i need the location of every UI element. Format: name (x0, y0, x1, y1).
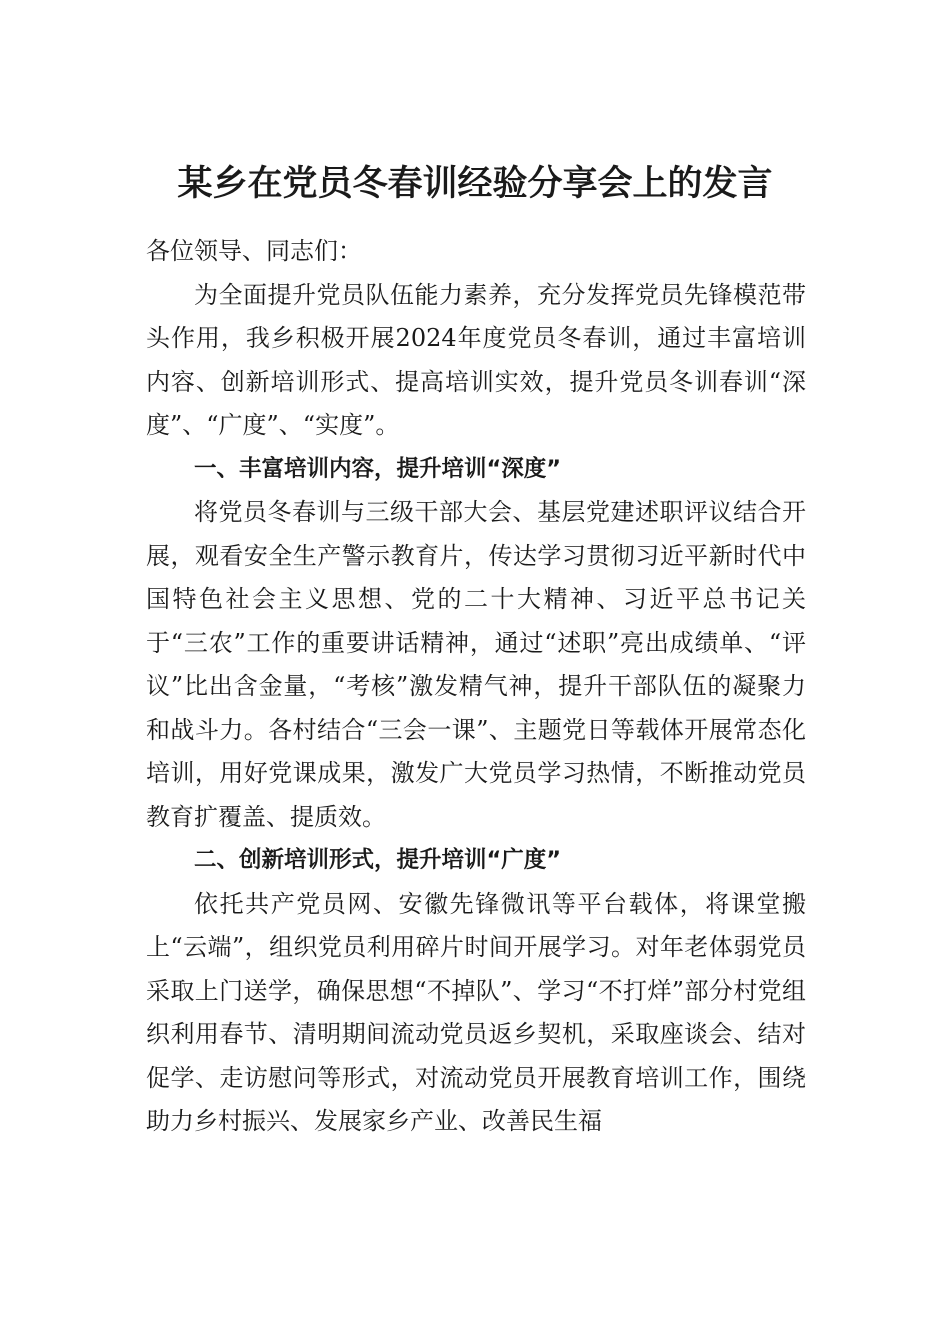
section-heading-2: 二、创新培训形式，提升培训“广度” (194, 847, 562, 873)
greeting: 各位领导、同志们： (146, 237, 362, 265)
section-heading-1: 一、丰富培训内容，提升培训“深度” (194, 455, 562, 482)
intro-paragraph: 为全面提升党员队伍能力素养，充分发挥党员先锋模范带头作用，我乡积极开展2024年度党员冬春训，通过丰富培训内容、创新培训形式、提高培训实效，提升党员冬训春训“深度”、“广度”、“实度”。 (146, 280, 806, 439)
document-title: 某乡在党员冬春训经验分享会上的发言 (177, 163, 773, 204)
document-body (146, 230, 806, 1144)
section-body-1: 将党员冬春训与三级干部大会、基层党建述职评议结合开展，观看安全生产警示教育片，传达学习贯彻习近平新时代中国特色社会主义思想、党的二十大精神、习近平总书记关于“三农”工作的重要讲话精神，通过“述职”亮出成绩单、“评议”比出含金量，“考核”激发精气神，提升干部队伍的凝聚力和战斗力。各村结合“三会一课”、主题党日等载体开展常态化培训，用好党课成果，激发广大党员学习热情，不断推动党员教育扩覆盖、提质效。 (146, 498, 806, 831)
section-body-2: 依托共产党员网、安徽先锋微讯等平台载体，将课堂搬上“云端”，组织党员利用碎片时间开展学习。对年老体弱党员采取上门送学，确保思想“不掉队”、学习“不打烊”部分村党组织利用春节、清明期间流动党员返乡契机，采取座谈会、结对促学、走访慰问等形式，对流动党员开展教育培训工作，围绕助力乡村振兴、发展家乡产业、改善民生福 (146, 889, 806, 1135)
